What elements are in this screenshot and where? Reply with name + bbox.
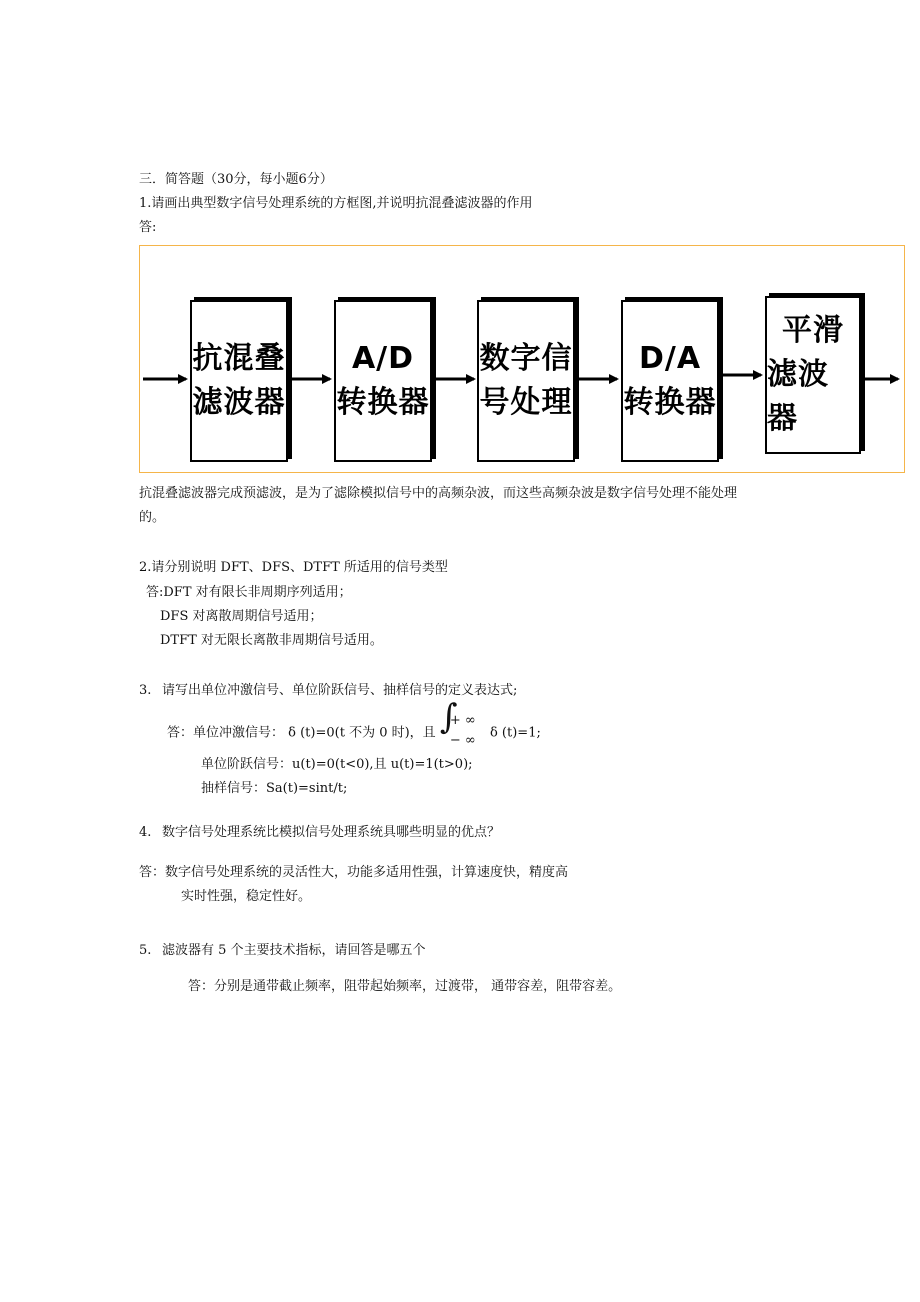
block-label-line2: 转换器	[623, 385, 717, 420]
q1-answer-line1: 抗混叠滤波器完成预滤波，是为了滤除模拟信号中的高频杂波，而这些高频杂波是数字信号处理不能处理	[139, 486, 738, 501]
block-digital-signal-processing	[477, 300, 575, 462]
q4-question: 数字信号处理系统比模拟信号处理系统具哪些明显的优点？	[162, 825, 501, 840]
q5-question: 滤波器有 5 个主要技术指标，请回答是哪五个	[162, 943, 426, 958]
q2-answer-line1: 答:DFT 对有限长非周期序列适用；	[146, 585, 352, 600]
q1-answer-label: 答:	[139, 220, 157, 235]
block-ad-converter	[334, 300, 432, 462]
q1-answer-line2: 的。	[139, 510, 166, 525]
block-label-line2: 号处理	[479, 385, 573, 420]
q2-answer-line3: DTFT 对无限长离散非周期信号适用。	[160, 633, 383, 648]
q3-number: 3.	[139, 683, 152, 698]
q3-impulse-definition	[167, 697, 541, 748]
block-label-line1: 抗混叠	[192, 341, 286, 376]
q2-question: 2.请分别说明 DFT、DFS、DTFT 所适用的信号类型	[139, 560, 448, 575]
block-smoothing-filter	[765, 296, 861, 454]
integral-symbol: ∫ + ∞ − ∞	[439, 697, 476, 748]
block-label-line1: 平滑	[782, 313, 844, 348]
q5-number: 5.	[139, 943, 152, 958]
q5-answer: 答：分别是通带截止频率，阻带起始频率，过渡带， 通带容差，阻带容差。	[188, 979, 622, 994]
q3-impulse-part2: δ (t)=1;	[489, 725, 541, 741]
q3-answer-prefix: 答：单位冲激信号：	[167, 725, 285, 741]
block-anti-aliasing-filter	[190, 300, 288, 462]
q4-answer-line2: 实时性强，稳定性好。	[181, 889, 312, 904]
block-label-line1: 数字信	[479, 341, 573, 376]
block-label-line1: D/A	[638, 341, 702, 376]
block-label-line2: 滤波器	[192, 385, 286, 420]
q3-question: 请写出单位冲激信号、单位阶跃信号、抽样信号的定义表达式;	[162, 683, 518, 698]
block-label-line2: 滤波器	[767, 357, 829, 436]
block-label-line1: A/D	[351, 341, 415, 376]
q3-sampling-definition: 抽样信号：Sa(t)=sint/t;	[201, 781, 348, 796]
block-da-converter	[621, 300, 719, 462]
integral-lower-limit: − ∞	[449, 733, 476, 748]
q4-answer-line1: 答：数字信号处理系统的灵活性大，功能多适用性强，计算速度快，精度高	[139, 865, 569, 880]
block-label-line2: 转换器	[336, 385, 430, 420]
q3-impulse-part1: δ (t)=0(t 不为 0 时)，且	[288, 725, 436, 741]
dsp-block-diagram	[139, 245, 905, 473]
q1-question: 1.请画出典型数字信号处理系统的方框图,并说明抗混叠滤波器的作用	[139, 196, 533, 211]
integral-upper-limit: + ∞	[449, 713, 476, 728]
section-title: 三．简答题（30分，每小题6分）	[139, 172, 333, 187]
q3-step-definition: 单位阶跃信号：u(t)=0(t<0),且 u(t)=1(t>0);	[201, 757, 473, 772]
q2-answer-line2: DFS 对离散周期信号适用；	[160, 609, 323, 624]
q4-number: 4.	[139, 825, 152, 840]
